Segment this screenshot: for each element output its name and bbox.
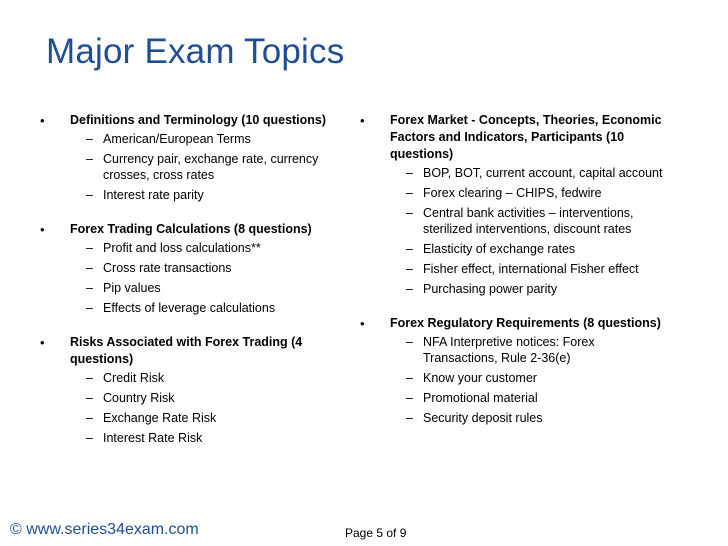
dash-icon: –: [406, 186, 413, 200]
sub-item: – Pip values: [86, 281, 161, 295]
topic-heading: Risks Associated with Forex Trading (4 questions): [70, 335, 303, 366]
dash-icon: –: [86, 132, 93, 146]
sub-item: – Profit and loss calculations**: [86, 241, 261, 255]
dash-icon: –: [406, 282, 413, 296]
dash-icon: –: [86, 391, 93, 405]
dash-icon: –: [406, 262, 413, 276]
copyright-footer: © www.series34exam.com: [10, 521, 199, 538]
bullet-icon: •: [360, 113, 365, 128]
topic: [360, 112, 665, 297]
topic: [40, 112, 340, 203]
sub-item: – Elasticity of exchange rates: [406, 242, 576, 256]
topic: [360, 315, 665, 426]
dash-icon: –: [86, 188, 93, 202]
dash-icon: –: [86, 301, 93, 315]
bullet-icon: •: [40, 335, 45, 350]
dash-icon: –: [86, 411, 93, 425]
sub-item: – Credit Risk: [86, 371, 165, 385]
dash-icon: –: [86, 281, 93, 295]
dash-icon: –: [406, 391, 413, 405]
dash-icon: –: [406, 166, 413, 180]
sub-item: – Interest Rate Risk: [86, 431, 203, 445]
sub-item: – Interest rate parity: [86, 188, 204, 202]
sub-item: – Country Risk: [86, 391, 175, 405]
sub-item: – Cross rate transactions: [86, 261, 232, 275]
page-number: Page 5 of 9: [345, 526, 407, 540]
dash-icon: –: [86, 152, 93, 166]
sub-item: – Exchange Rate Risk: [86, 411, 217, 425]
topic-heading: Definitions and Terminology (10 questions): [70, 113, 327, 127]
dash-icon: –: [86, 261, 93, 275]
dash-icon: –: [406, 371, 413, 385]
sub-item: – Currency pair, exchange rate, currency crosses, cross rates: [86, 152, 319, 182]
bullet-icon: •: [40, 222, 45, 237]
sub-item: – BOP, BOT, current account, capital account: [406, 166, 663, 180]
sub-item: – NFA Interpretive notices: Forex Transactions, Rule 2-36(e): [406, 335, 595, 365]
topic: [40, 334, 340, 446]
dash-icon: –: [406, 335, 413, 349]
sub-item: – Forex clearing – CHIPS, fedwire: [406, 186, 602, 200]
dash-icon: –: [86, 241, 93, 255]
topic-heading: Forex Trading Calculations (8 questions): [70, 222, 312, 236]
sub-item: – Promotional material: [406, 391, 538, 405]
bullet-icon: •: [360, 316, 365, 331]
sub-item: – Fisher effect, international Fisher effect: [406, 262, 639, 276]
dash-icon: –: [86, 431, 93, 445]
dash-icon: –: [406, 242, 413, 256]
sub-item: – Effects of leverage calculations: [86, 301, 276, 315]
sub-item: – Purchasing power parity: [406, 282, 558, 296]
topic-heading: Forex Market - Concepts, Theories, Economic Factors and Indicators, Participants (10 questions): [390, 113, 662, 161]
topic: [40, 221, 340, 316]
bullet-icon: •: [40, 113, 45, 128]
dash-icon: –: [406, 411, 413, 425]
slide-title: Major Exam Topics: [46, 32, 345, 71]
right-column: [360, 112, 665, 444]
dash-icon: –: [86, 371, 93, 385]
sub-item: – Know your customer: [406, 371, 537, 385]
left-column: [40, 112, 340, 464]
dash-icon: –: [406, 206, 413, 220]
sub-item: – Central bank activities – interventions, sterilized interventions, discount rates: [406, 206, 634, 236]
sub-item: – American/European Terms: [86, 132, 251, 146]
sub-item: – Security deposit rules: [406, 411, 543, 425]
topic-heading: Forex Regulatory Requirements (8 questions): [390, 316, 661, 330]
